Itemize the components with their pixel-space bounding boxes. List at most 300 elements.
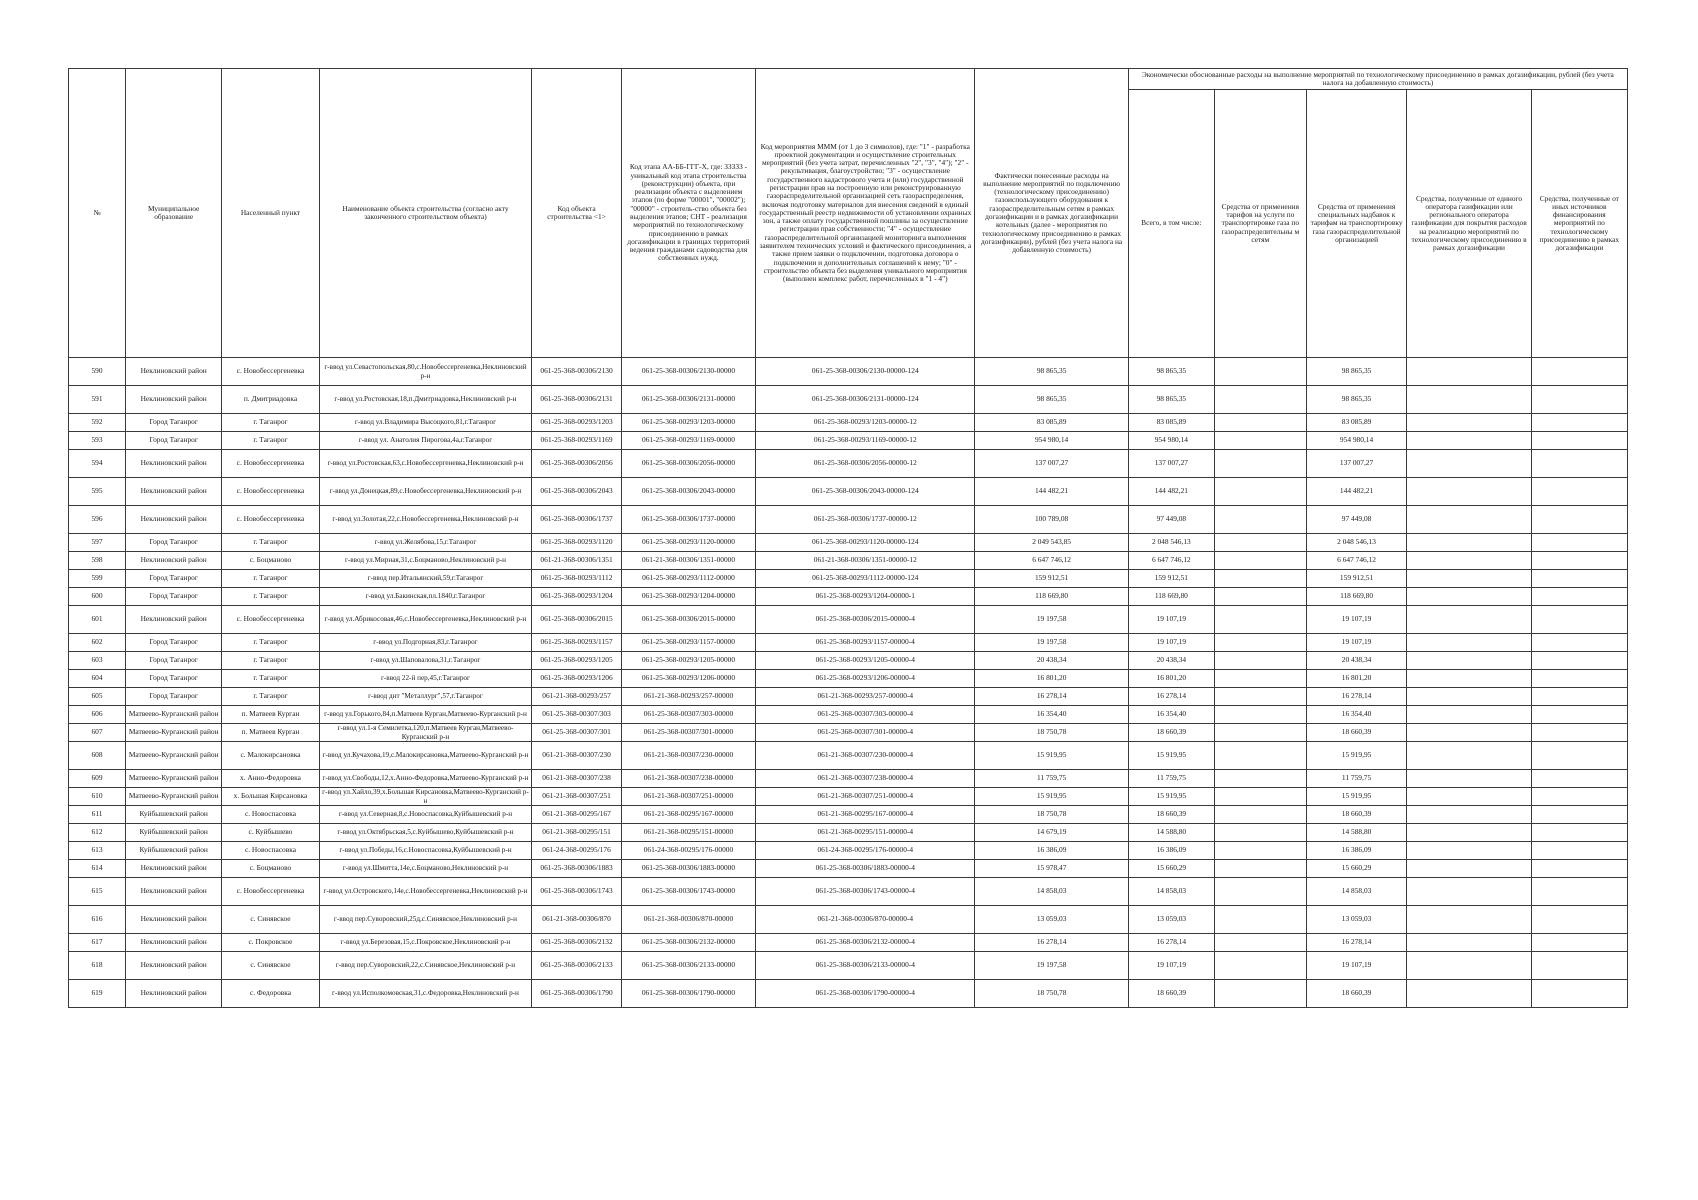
- cell-municipality: Неклиновский район: [126, 552, 222, 570]
- cell-object-name: г-ввод ул.Горького,84,п.Матвеев Курган,Матвеево-Курганский р-н: [319, 706, 532, 724]
- cell-object-name: г-ввод ул.Мирная,31,с.Боцманово,Неклиновский р-н: [319, 552, 532, 570]
- cell-stage-code: 061-25-368-00293/1157-00000: [621, 634, 755, 652]
- cell-event-code: 061-25-368-00306/2131-00000-124: [756, 386, 975, 414]
- cell-other-sources: [1531, 358, 1627, 386]
- cell-object-code: 061-21-368-00293/257: [532, 688, 622, 706]
- cell-object-code: 061-25-368-00306/2056: [532, 450, 622, 478]
- cell-transport-tariff: [1214, 358, 1306, 386]
- table-row: [69, 478, 1628, 506]
- cell-total: 19 107,19: [1128, 634, 1214, 652]
- cell-object-code: 061-25-368-00293/1203: [532, 414, 622, 432]
- cell-event-code: 061-25-368-00293/1120-00000-124: [756, 534, 975, 552]
- cell-transport-tariff: [1214, 570, 1306, 588]
- cell-total: 18 660,39: [1128, 980, 1214, 1008]
- cell-single-operator: [1407, 478, 1531, 506]
- cell-locality: х. Большая Кирсановка: [222, 788, 319, 806]
- cell-event-code: 061-21-368-00293/257-00000-4: [756, 688, 975, 706]
- cell-transport-tariff: [1214, 386, 1306, 414]
- table-row: [69, 824, 1628, 842]
- table-row: [69, 552, 1628, 570]
- cell-stage-code: 061-21-368-00295/167-00000: [621, 806, 755, 824]
- cell-special-surcharge: 18 660,39: [1306, 724, 1407, 742]
- header-special-surcharge: Средства от применения специальных надбавок к тарифам на транспортировку газа газораспределительной организацией: [1306, 90, 1407, 358]
- cell-single-operator: [1407, 450, 1531, 478]
- table-row: [69, 842, 1628, 860]
- cell-total: 16 354,40: [1128, 706, 1214, 724]
- cell-total: 118 669,80: [1128, 588, 1214, 606]
- cell-actual-costs: 15 978,47: [975, 860, 1128, 878]
- cell-num: 601: [69, 606, 126, 634]
- cell-actual-costs: 18 750,78: [975, 980, 1128, 1008]
- cell-total: 13 059,03: [1128, 906, 1214, 934]
- cell-stage-code: 061-25-368-00306/2133-00000: [621, 952, 755, 980]
- cell-stage-code: 061-21-368-00293/257-00000: [621, 688, 755, 706]
- cell-locality: с. Новоспасовка: [222, 842, 319, 860]
- cell-total: 11 759,75: [1128, 770, 1214, 788]
- cell-special-surcharge: 16 354,40: [1306, 706, 1407, 724]
- cell-object-name: г-ввод пер.Суворовский,22,с.Синявское,Неклиновский р-н: [319, 952, 532, 980]
- cell-event-code: 061-25-368-00306/1790-00000-4: [756, 980, 975, 1008]
- cell-event-code: 061-25-368-00306/2056-00000-12: [756, 450, 975, 478]
- cell-num: 603: [69, 652, 126, 670]
- cell-municipality: Куйбышевский район: [126, 806, 222, 824]
- cell-locality: п. Матвеев Курган: [222, 706, 319, 724]
- cell-single-operator: [1407, 506, 1531, 534]
- header-stage-code: Код этапа АА-ББ-ГГГ-Х, где: ЗЗЗЗЗ - уникальный код этапа строительства (реконструкции) объекта, при реализации объекта с выделением этапов (по форме "00001", "00002"); "00000" - строитель-ство объекта без выделения этапов; СНТ - реализация мероприятий по технологическому присоединению в рамках догазификации в границах территорий ведения гражданами садоводства для собственных нужд.: [621, 69, 755, 358]
- cell-special-surcharge: 19 107,19: [1306, 952, 1407, 980]
- cell-other-sources: [1531, 724, 1627, 742]
- cell-municipality: Неклиновский район: [126, 878, 222, 906]
- cell-total: 15 919,95: [1128, 788, 1214, 806]
- cell-num: 613: [69, 842, 126, 860]
- cell-municipality: Куйбышевский район: [126, 842, 222, 860]
- cell-special-surcharge: 11 759,75: [1306, 770, 1407, 788]
- table-row: [69, 634, 1628, 652]
- cell-transport-tariff: [1214, 788, 1306, 806]
- cell-actual-costs: 20 438,34: [975, 652, 1128, 670]
- cell-actual-costs: 16 278,14: [975, 934, 1128, 952]
- header-locality: Населенный пункт: [222, 69, 319, 358]
- cell-municipality: Неклиновский район: [126, 906, 222, 934]
- cell-special-surcharge: 15 919,95: [1306, 742, 1407, 770]
- cell-other-sources: [1531, 606, 1627, 634]
- cell-other-sources: [1531, 478, 1627, 506]
- cell-stage-code: 061-25-368-00307/301-00000: [621, 724, 755, 742]
- cell-object-code: 061-25-368-00307/303: [532, 706, 622, 724]
- cell-locality: х. Анно-Федоровка: [222, 770, 319, 788]
- cell-event-code: 061-25-368-00306/2132-00000-4: [756, 934, 975, 952]
- cell-other-sources: [1531, 570, 1627, 588]
- cell-num: 616: [69, 906, 126, 934]
- cell-locality: г. Таганрог: [222, 634, 319, 652]
- cell-special-surcharge: 83 085,89: [1306, 414, 1407, 432]
- header-economic-costs-group: Экономически обоснованные расходы на выполнение мероприятий по технологическому присоединению в рамках догазификации, рублей (без учета налога на добавленную стоимость): [1128, 69, 1627, 90]
- header-other-sources: Средства, полученные от иных источников финансирования мероприятий по технологическому присоединению в рамках догазификации: [1531, 90, 1627, 358]
- table-row: [69, 788, 1628, 806]
- cell-stage-code: 061-21-368-00307/251-00000: [621, 788, 755, 806]
- cell-actual-costs: 100 789,08: [975, 506, 1128, 534]
- cell-num: 602: [69, 634, 126, 652]
- cell-actual-costs: 137 007,27: [975, 450, 1128, 478]
- cell-stage-code: 061-25-368-00306/1790-00000: [621, 980, 755, 1008]
- cell-event-code: 061-25-368-00293/1112-00000-124: [756, 570, 975, 588]
- cell-municipality: Город Таганрог: [126, 688, 222, 706]
- cell-actual-costs: 98 865,35: [975, 358, 1128, 386]
- table-header: [69, 69, 1628, 358]
- cell-single-operator: [1407, 606, 1531, 634]
- cell-object-code: 061-25-368-00306/2015: [532, 606, 622, 634]
- cell-object-code: 061-21-368-00307/251: [532, 788, 622, 806]
- cell-other-sources: [1531, 432, 1627, 450]
- cell-single-operator: [1407, 806, 1531, 824]
- cell-stage-code: 061-25-368-00306/1883-00000: [621, 860, 755, 878]
- cell-object-name: г-ввод ул.Владимира Высоцкого,81,г.Таганрог: [319, 414, 532, 432]
- cell-num: 595: [69, 478, 126, 506]
- cell-transport-tariff: [1214, 824, 1306, 842]
- cell-locality: с. Новобессергеневка: [222, 450, 319, 478]
- cell-municipality: Матвеево-Курганский район: [126, 770, 222, 788]
- cell-num: 606: [69, 706, 126, 724]
- cell-object-code: 061-25-368-00293/1120: [532, 534, 622, 552]
- cell-object-code: 061-25-368-00293/1206: [532, 670, 622, 688]
- cell-stage-code: 061-25-368-00307/303-00000: [621, 706, 755, 724]
- cell-object-name: г-ввод ул.Золотая,22,с.Новобессергеневка,Неклиновский р-н: [319, 506, 532, 534]
- cell-stage-code: 061-25-368-00293/1169-00000: [621, 432, 755, 450]
- cell-other-sources: [1531, 980, 1627, 1008]
- cell-single-operator: [1407, 432, 1531, 450]
- cell-object-name: г-ввод ул.Донецкая,89,с.Новобессергеневка,Неклиновский р-н: [319, 478, 532, 506]
- cell-other-sources: [1531, 688, 1627, 706]
- cell-object-name: г-ввод ул. Анатолия Пирогова,4а,г.Таганрог: [319, 432, 532, 450]
- cell-municipality: Куйбышевский район: [126, 824, 222, 842]
- cell-stage-code: 061-25-368-00293/1206-00000: [621, 670, 755, 688]
- cell-event-code: 061-25-368-00293/1204-00000-1: [756, 588, 975, 606]
- cell-locality: г. Таганрог: [222, 652, 319, 670]
- cell-single-operator: [1407, 552, 1531, 570]
- cell-municipality: Город Таганрог: [126, 670, 222, 688]
- cell-single-operator: [1407, 980, 1531, 1008]
- cell-object-code: 061-25-368-00293/1204: [532, 588, 622, 606]
- cell-municipality: Матвеево-Курганский район: [126, 742, 222, 770]
- cell-municipality: Неклиновский район: [126, 606, 222, 634]
- table-row: [69, 358, 1628, 386]
- cell-transport-tariff: [1214, 652, 1306, 670]
- cell-single-operator: [1407, 534, 1531, 552]
- cell-locality: с. Синявское: [222, 952, 319, 980]
- cell-object-name: г-ввод ул.Северная,8,с.Новоспасовка,Куйбышевский р-н: [319, 806, 532, 824]
- cell-special-surcharge: 18 660,39: [1306, 980, 1407, 1008]
- cell-municipality: Город Таганрог: [126, 414, 222, 432]
- cell-single-operator: [1407, 358, 1531, 386]
- cell-other-sources: [1531, 506, 1627, 534]
- cell-actual-costs: 159 912,51: [975, 570, 1128, 588]
- cell-other-sources: [1531, 534, 1627, 552]
- cell-object-code: 061-24-368-00295/176: [532, 842, 622, 860]
- cell-locality: г. Таганрог: [222, 588, 319, 606]
- cell-object-name: г-ввод пер.Итальянский,59,г.Таганрог: [319, 570, 532, 588]
- cell-special-surcharge: 19 107,19: [1306, 606, 1407, 634]
- cell-stage-code: 061-25-368-00293/1203-00000: [621, 414, 755, 432]
- cell-object-code: 061-25-368-00306/1743: [532, 878, 622, 906]
- cell-other-sources: [1531, 652, 1627, 670]
- gasification-table: [68, 68, 1628, 1008]
- cell-object-code: 061-25-368-00306/1790: [532, 980, 622, 1008]
- cell-locality: с. Новобессергеневка: [222, 506, 319, 534]
- cell-object-name: г-ввод ул.Исполкомовская,31,с.Федоровка,Неклиновский р-н: [319, 980, 532, 1008]
- table-row: [69, 980, 1628, 1008]
- cell-object-code: 061-21-368-00307/238: [532, 770, 622, 788]
- cell-municipality: Неклиновский район: [126, 478, 222, 506]
- cell-object-name: г-ввод ул.Абрикосовая,46,с.Новобессергеневка,Неклиновский р-н: [319, 606, 532, 634]
- cell-transport-tariff: [1214, 588, 1306, 606]
- cell-total: 14 858,03: [1128, 878, 1214, 906]
- cell-num: 592: [69, 414, 126, 432]
- table-row: [69, 952, 1628, 980]
- cell-special-surcharge: 15 919,95: [1306, 788, 1407, 806]
- cell-municipality: Неклиновский район: [126, 860, 222, 878]
- cell-num: 618: [69, 952, 126, 980]
- cell-object-code: 061-21-368-00306/870: [532, 906, 622, 934]
- cell-special-surcharge: 97 449,08: [1306, 506, 1407, 534]
- cell-object-code: 061-25-368-00293/1157: [532, 634, 622, 652]
- cell-single-operator: [1407, 670, 1531, 688]
- cell-object-name: г-ввод ул.Хайло,39,х.Большая Кирсановка,Матвеево-Курганский р-н: [319, 788, 532, 806]
- cell-special-surcharge: 144 482,21: [1306, 478, 1407, 506]
- table-row: [69, 588, 1628, 606]
- cell-event-code: 061-25-368-00306/2015-00000-4: [756, 606, 975, 634]
- cell-event-code: 061-21-368-00307/238-00000-4: [756, 770, 975, 788]
- cell-num: 593: [69, 432, 126, 450]
- cell-object-code: 061-25-368-00306/1883: [532, 860, 622, 878]
- cell-object-name: г-ввод ул.Победы,16,с.Новоспасовка,Куйбышевский р-н: [319, 842, 532, 860]
- cell-single-operator: [1407, 860, 1531, 878]
- cell-other-sources: [1531, 450, 1627, 478]
- cell-object-name: г-ввод ул.Шаповалова,31,г.Таганрог: [319, 652, 532, 670]
- table-row: [69, 414, 1628, 432]
- cell-event-code: 061-25-368-00306/2043-00000-124: [756, 478, 975, 506]
- cell-event-code: 061-21-368-00295/167-00000-4: [756, 806, 975, 824]
- cell-actual-costs: 18 750,78: [975, 724, 1128, 742]
- cell-num: 608: [69, 742, 126, 770]
- cell-total: 16 386,09: [1128, 842, 1214, 860]
- cell-total: 20 438,34: [1128, 652, 1214, 670]
- cell-event-code: 061-25-368-00306/1743-00000-4: [756, 878, 975, 906]
- table-row: [69, 652, 1628, 670]
- cell-stage-code: 061-25-368-00306/2043-00000: [621, 478, 755, 506]
- cell-transport-tariff: [1214, 414, 1306, 432]
- cell-single-operator: [1407, 706, 1531, 724]
- cell-single-operator: [1407, 906, 1531, 934]
- cell-single-operator: [1407, 634, 1531, 652]
- cell-actual-costs: 16 801,20: [975, 670, 1128, 688]
- cell-total: 16 278,14: [1128, 688, 1214, 706]
- cell-event-code: 061-25-368-00293/1205-00000-4: [756, 652, 975, 670]
- cell-transport-tariff: [1214, 634, 1306, 652]
- cell-single-operator: [1407, 878, 1531, 906]
- cell-municipality: Неклиновский район: [126, 386, 222, 414]
- cell-transport-tariff: [1214, 906, 1306, 934]
- cell-stage-code: 061-24-368-00295/176-00000: [621, 842, 755, 860]
- cell-locality: с. Новобессергеневка: [222, 878, 319, 906]
- cell-object-name: г-ввод ул.Ростовская,63,с.Новобессергеневка,Неклиновский р-н: [319, 450, 532, 478]
- cell-object-code: 061-25-368-00293/1169: [532, 432, 622, 450]
- header-object-code: Код объекта строительства <1>: [532, 69, 622, 358]
- cell-other-sources: [1531, 788, 1627, 806]
- cell-other-sources: [1531, 742, 1627, 770]
- cell-total: 98 865,35: [1128, 386, 1214, 414]
- cell-locality: г. Таганрог: [222, 432, 319, 450]
- cell-locality: с. Синявское: [222, 906, 319, 934]
- cell-object-code: 061-25-368-00306/2132: [532, 934, 622, 952]
- cell-object-name: г-ввод днт "Металлург",57,г.Таганрог: [319, 688, 532, 706]
- cell-stage-code: 061-21-368-00307/230-00000: [621, 742, 755, 770]
- cell-transport-tariff: [1214, 724, 1306, 742]
- cell-stage-code: 061-25-368-00306/2056-00000: [621, 450, 755, 478]
- cell-transport-tariff: [1214, 688, 1306, 706]
- cell-special-surcharge: 15 660,29: [1306, 860, 1407, 878]
- cell-object-name: г-ввод ул.Шмитта,14е,с.Боцманово,Неклиновский р-н: [319, 860, 532, 878]
- cell-actual-costs: 15 919,95: [975, 788, 1128, 806]
- cell-actual-costs: 14 858,03: [975, 878, 1128, 906]
- cell-object-name: г-ввод 22-й пер,45,г.Таганрог: [319, 670, 532, 688]
- cell-special-surcharge: 20 438,34: [1306, 652, 1407, 670]
- cell-object-name: г-ввод ул.Березовая,15,с.Покровское,Неклиновский р-н: [319, 934, 532, 952]
- cell-event-code: 061-24-368-00295/176-00000-4: [756, 842, 975, 860]
- cell-actual-costs: 98 865,35: [975, 386, 1128, 414]
- cell-transport-tariff: [1214, 878, 1306, 906]
- cell-event-code: 061-21-368-00295/151-00000-4: [756, 824, 975, 842]
- cell-total: 14 588,80: [1128, 824, 1214, 842]
- cell-actual-costs: 19 197,58: [975, 606, 1128, 634]
- cell-municipality: Неклиновский район: [126, 450, 222, 478]
- cell-transport-tariff: [1214, 606, 1306, 634]
- cell-num: 596: [69, 506, 126, 534]
- cell-special-surcharge: 13 059,03: [1306, 906, 1407, 934]
- cell-municipality: Неклиновский район: [126, 934, 222, 952]
- cell-single-operator: [1407, 824, 1531, 842]
- cell-event-code: 061-21-368-00306/870-00000-4: [756, 906, 975, 934]
- cell-actual-costs: 144 482,21: [975, 478, 1128, 506]
- cell-actual-costs: 16 386,09: [975, 842, 1128, 860]
- cell-object-name: г-ввод ул.Ростовская,18,п.Дмитриадовка,Неклиновский р-н: [319, 386, 532, 414]
- cell-object-code: 061-21-368-00295/167: [532, 806, 622, 824]
- cell-transport-tariff: [1214, 552, 1306, 570]
- cell-special-surcharge: 2 048 546,13: [1306, 534, 1407, 552]
- table-row: [69, 386, 1628, 414]
- cell-stage-code: 061-21-368-00306/870-00000: [621, 906, 755, 934]
- cell-other-sources: [1531, 860, 1627, 878]
- header-transport-tariff: Средства от применения тарифов на услуги по транспортировке газа по газораспределительны м сетям: [1214, 90, 1306, 358]
- cell-num: 617: [69, 934, 126, 952]
- cell-other-sources: [1531, 824, 1627, 842]
- cell-object-code: 061-25-368-00306/2133: [532, 952, 622, 980]
- cell-other-sources: [1531, 386, 1627, 414]
- cell-total: 19 107,19: [1128, 606, 1214, 634]
- cell-transport-tariff: [1214, 670, 1306, 688]
- cell-municipality: Неклиновский район: [126, 980, 222, 1008]
- cell-event-code: 061-21-368-00307/230-00000-4: [756, 742, 975, 770]
- cell-object-name: г-ввод ул.Подгорная,83,г.Таганрог: [319, 634, 532, 652]
- cell-transport-tariff: [1214, 506, 1306, 534]
- cell-locality: п. Дмитриадовка: [222, 386, 319, 414]
- cell-object-name: г-ввод ул.Бакинская,пл.1840,г.Таганрог: [319, 588, 532, 606]
- cell-object-code: 061-21-368-00295/151: [532, 824, 622, 842]
- cell-other-sources: [1531, 588, 1627, 606]
- cell-stage-code: 061-25-368-00293/1205-00000: [621, 652, 755, 670]
- table-row: [69, 906, 1628, 934]
- cell-other-sources: [1531, 934, 1627, 952]
- header-object-name: Наименование объекта строительства (согласно акту законченного строительством объекта): [319, 69, 532, 358]
- cell-stage-code: 061-25-368-00306/2132-00000: [621, 934, 755, 952]
- cell-special-surcharge: 98 865,35: [1306, 358, 1407, 386]
- table-row: [69, 934, 1628, 952]
- cell-num: 611: [69, 806, 126, 824]
- cell-object-name: г-ввод ул.Желябова,15,г.Таганрог: [319, 534, 532, 552]
- cell-locality: с. Федоровка: [222, 980, 319, 1008]
- cell-object-name: г-ввод ул.1-я Семилетка,120,п.Матвеев Курган,Матвеево-Курганский р-н: [319, 724, 532, 742]
- cell-single-operator: [1407, 952, 1531, 980]
- cell-municipality: Город Таганрог: [126, 652, 222, 670]
- cell-total: 83 085,89: [1128, 414, 1214, 432]
- cell-transport-tariff: [1214, 806, 1306, 824]
- cell-event-code: 061-25-368-00293/1206-00000-4: [756, 670, 975, 688]
- cell-object-name: г-ввод ул.Октябрьская,5,с.Куйбышево,Куйбышевский р-н: [319, 824, 532, 842]
- cell-locality: г. Таганрог: [222, 534, 319, 552]
- cell-single-operator: [1407, 386, 1531, 414]
- cell-actual-costs: 11 759,75: [975, 770, 1128, 788]
- cell-other-sources: [1531, 552, 1627, 570]
- cell-total: 97 449,08: [1128, 506, 1214, 534]
- cell-num: 600: [69, 588, 126, 606]
- cell-single-operator: [1407, 588, 1531, 606]
- cell-locality: с. Куйбышево: [222, 824, 319, 842]
- cell-event-code: 061-25-368-00306/2130-00000-124: [756, 358, 975, 386]
- cell-locality: с. Новобессергеневка: [222, 606, 319, 634]
- cell-locality: с. Новобессергеневка: [222, 478, 319, 506]
- cell-municipality: Неклиновский район: [126, 952, 222, 980]
- cell-total: 16 801,20: [1128, 670, 1214, 688]
- cell-locality: с. Новоспасовка: [222, 806, 319, 824]
- cell-other-sources: [1531, 670, 1627, 688]
- cell-special-surcharge: 954 980,14: [1306, 432, 1407, 450]
- cell-single-operator: [1407, 742, 1531, 770]
- cell-actual-costs: 14 679,19: [975, 824, 1128, 842]
- cell-transport-tariff: [1214, 842, 1306, 860]
- cell-special-surcharge: 118 669,80: [1306, 588, 1407, 606]
- cell-actual-costs: 6 647 746,12: [975, 552, 1128, 570]
- cell-municipality: Город Таганрог: [126, 634, 222, 652]
- cell-municipality: Неклиновский район: [126, 358, 222, 386]
- cell-locality: г. Таганрог: [222, 570, 319, 588]
- cell-locality: с. Покровское: [222, 934, 319, 952]
- cell-other-sources: [1531, 414, 1627, 432]
- header-single-operator: Средства, полученные от единого оператора газификации или регионального оператора газификации для покрытия расходов на реализацию мероприятий по технологическому присоединению в рамках догазификации: [1407, 90, 1531, 358]
- cell-actual-costs: 16 354,40: [975, 706, 1128, 724]
- cell-event-code: 061-25-368-00307/301-00000-4: [756, 724, 975, 742]
- cell-event-code: 061-25-368-00307/303-00000-4: [756, 706, 975, 724]
- table-body: [69, 358, 1628, 1008]
- cell-municipality: Матвеево-Курганский район: [126, 706, 222, 724]
- cell-object-name: г-ввод ул.Свободы,12,х.Анно-Федоровка,Матвеево-Курганский р-н: [319, 770, 532, 788]
- cell-municipality: Город Таганрог: [126, 534, 222, 552]
- cell-actual-costs: 19 197,58: [975, 952, 1128, 980]
- cell-stage-code: 061-25-368-00306/1737-00000: [621, 506, 755, 534]
- cell-total: 6 647 746,12: [1128, 552, 1214, 570]
- cell-special-surcharge: 16 278,14: [1306, 934, 1407, 952]
- cell-actual-costs: 2 049 543,85: [975, 534, 1128, 552]
- cell-object-code: 061-21-368-00307/230: [532, 742, 622, 770]
- cell-event-code: 061-21-368-00307/251-00000-4: [756, 788, 975, 806]
